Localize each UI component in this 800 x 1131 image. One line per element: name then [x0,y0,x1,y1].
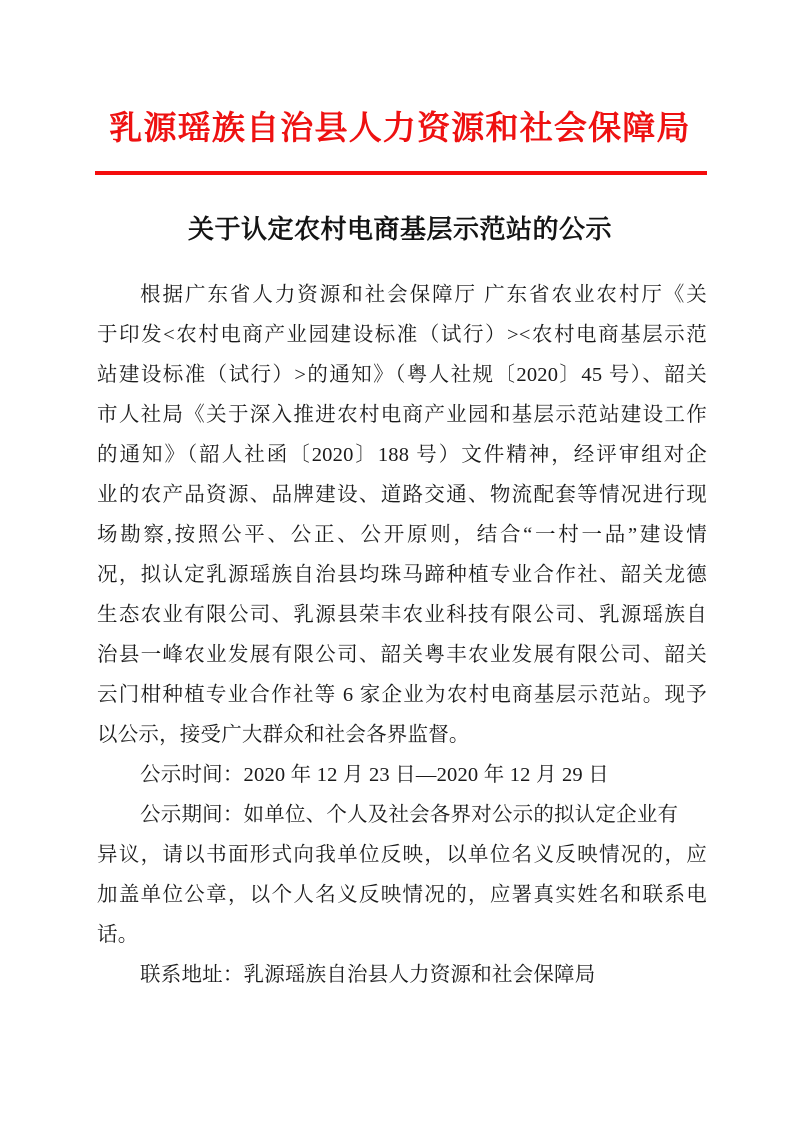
body-line: 根据广东省人力资源和社会保障厅 广东省农业农村厅《关 [140,284,707,306]
body-line: 以公示，接受广大群众和社会各界监督。 [97,724,470,746]
body-line: 加盖单位公章，以个人名义反映情况的，应署真实姓名和联系电 [97,884,707,906]
body-line: 场勘察,按照公平、公正、公开原则，结合“一村一品”建设情 [97,524,707,546]
body-line: 异议，请以书面形式向我单位反映，以单位名义反映情况的，应 [97,844,707,866]
document-header [0,108,800,148]
body-line: 的通知》（韶人社函〔2020〕188 号）文件精神，经评审组对企 [97,444,707,466]
body-line: 云门柑种植专业合作社等 6 家企业为农村电商基层示范站。现予 [97,684,707,706]
body-line: 生态农业有限公司、乳源县荣丰农业科技有限公司、乳源瑶族自 [97,604,707,626]
body-line: 市人社局《关于深入推进农村电商产业园和基层示范站建设工作 [97,404,707,426]
body-line: 站建设标准（试行）>的通知》（粤人社规〔2020〕45 号）、韶关 [97,364,707,386]
header-red-rule [95,171,707,175]
issuing-authority-title: 乳源瑶族自治县人力资源和社会保障局 [109,109,691,146]
document-body [97,275,707,995]
body-line: 联系地址：乳源瑶族自治县人力资源和社会保障局 [140,964,596,986]
body-line: 于印发<农村电商产业园建设标准（试行）><农村电商基层示范 [97,324,707,346]
body-line: 公示时间：2020 年 12 月 23 日—2020 年 12 月 29 日 [140,764,609,786]
document-title-block [0,209,800,246]
body-line: 况，拟认定乳源瑶族自治县均珠马蹄种植专业合作社、韶关龙德 [97,564,707,586]
page-title: 关于认定农村电商基层示范站的公示 [187,214,612,244]
body-line: 话。 [97,924,139,946]
body-line: 公示期间：如单位、个人及社会各界对公示的拟认定企业有 [140,804,679,826]
body-line: 治县一峰农业发展有限公司、韶关粤丰农业发展有限公司、韶关 [97,644,707,666]
body-line: 业的农产品资源、品牌建设、道路交通、物流配套等情况进行现 [97,484,707,506]
